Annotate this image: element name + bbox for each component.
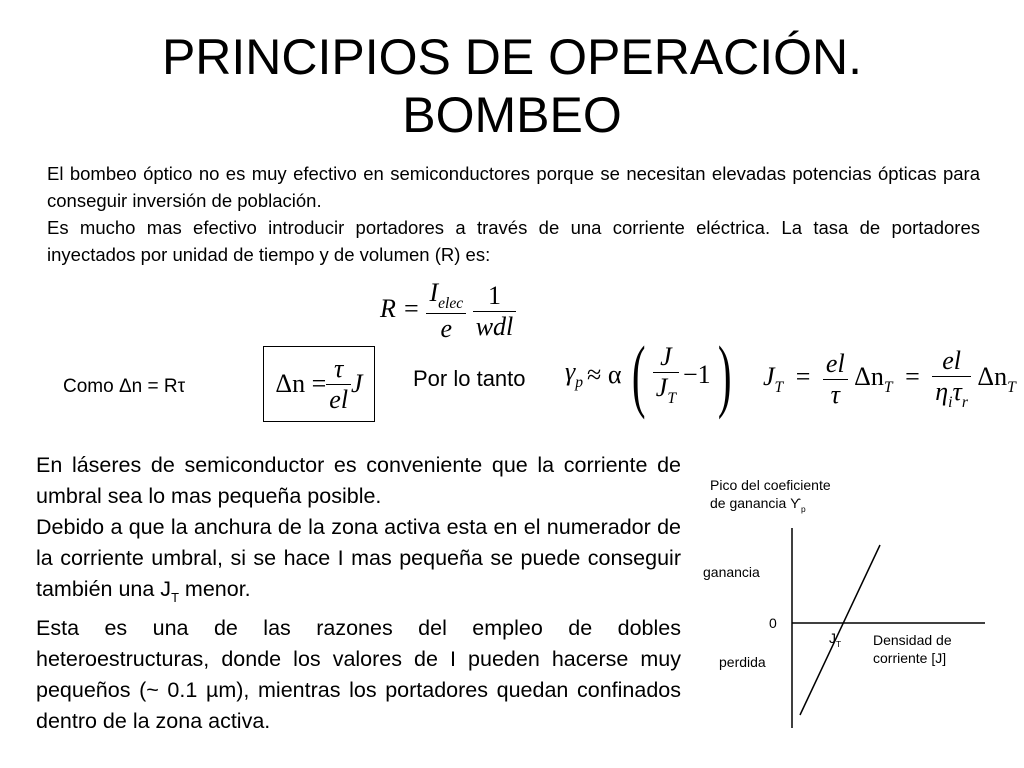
rate-num-2: 1 [473,281,517,312]
graph-y-label-line-1: Pico del coeficiente [710,477,831,493]
box-num: τ [326,354,351,385]
threshold-dn-2: $\Delta n_T$ [977,361,1016,396]
rate-equation [380,278,516,344]
intro-paragraph-1: El bombeo óptico no es muy efectivo en semiconductores porque se necesitan elevadas potencias ópticas para conseguir inversión de población. [47,163,980,211]
graph-ganancia-label: ganancia [703,564,760,580]
box-lhs: Δn = [275,369,327,398]
boxed-equation [263,346,375,422]
por-lo-tanto-label: Por lo tanto [413,366,526,391]
gain-gamma-sub: p [575,374,584,392]
threshold-lhs: $J_T$ [763,361,784,396]
intro-paragraph-2: Es mucho mas efectivo introducir portadores a través de una corriente eléctrica. La tasa de portadores inyectados por unidad de tiempo y de volumen (R) es: [47,217,980,265]
gain-minus-one: −1 [683,360,711,389]
gain-num: J [653,342,679,373]
gain-fraction [653,342,679,408]
graph-y-label-line-2: de ganancia $ϒ_p$ [710,495,806,514]
rate-den-1: e [440,314,453,344]
rate-num-1-sub: elec [438,295,464,313]
slide-title [0,28,1024,144]
body-text [36,450,681,737]
gain-den: J [655,372,668,402]
gain-threshold-graph [700,470,1010,730]
gain-equation [565,329,738,420]
gain-line [800,545,880,715]
como-statement: Como Δn = Rτ [63,376,186,397]
threshold-eq-1: = [795,361,811,391]
box-rhs: J [351,369,363,398]
gain-gamma: $\gamma_p$ [565,357,584,392]
box-den: el [329,384,349,414]
left-paren: ( [632,329,646,420]
body-paragraph-2: Debido a que la anchura de la zona activa esta en el numerador de la corriente umbral, si se hace I mas pequeña se puede conseguir también una $J_T$ menor. [36,515,681,605]
graph-x-label-line-1: Densidad de [873,632,952,648]
graph-perdida-label: perdida [719,654,766,670]
rate-lhs: R = [380,293,420,323]
box-fraction [326,354,351,415]
threshold-den-1: τ [830,379,840,409]
threshold-num-1: el [823,349,848,380]
title-line-1: PRINCIPIOS DE OPERACIÓN. [161,29,863,85]
gain-approx: ≈ α [587,360,622,389]
body-paragraph-3: Esta es una de las razones del empleo de dobles heteroestructuras, donde los valores de I pueden hacerse muy pequeños (~ 0.1 µm), mientras los portadores quedan confinados dentro de la zona activa. [36,615,681,733]
graph-zero-label: 0 [769,615,777,631]
graph-x-label-line-2: corriente [J] [873,650,947,666]
rate-num-1: I [429,278,439,307]
threshold-fraction-2 [932,346,971,412]
right-paren: ) [717,329,732,420]
threshold-eq-2: = [905,361,920,391]
body-paragraph-1: En láseres de semiconductor es conveniente que la corriente de umbral sea lo mas pequeña posible. [36,453,681,508]
graph-jt-label: $J_T$ [829,630,842,649]
rate-fraction-2 [473,281,517,342]
rate-den-2: wdl [475,311,514,341]
title-line-2: BOMBEO [402,87,622,143]
rate-fraction-1 [426,278,466,344]
threshold-fraction-1 [823,349,848,410]
threshold-dn-1: $\Delta n_T$ [854,361,893,396]
intro-text [47,160,980,268]
threshold-equation [763,346,1016,412]
threshold-den-2: $\eta_i\tau_r$ [935,377,968,412]
threshold-num-2: el [932,346,971,377]
gain-den-sub: T [667,390,676,407]
